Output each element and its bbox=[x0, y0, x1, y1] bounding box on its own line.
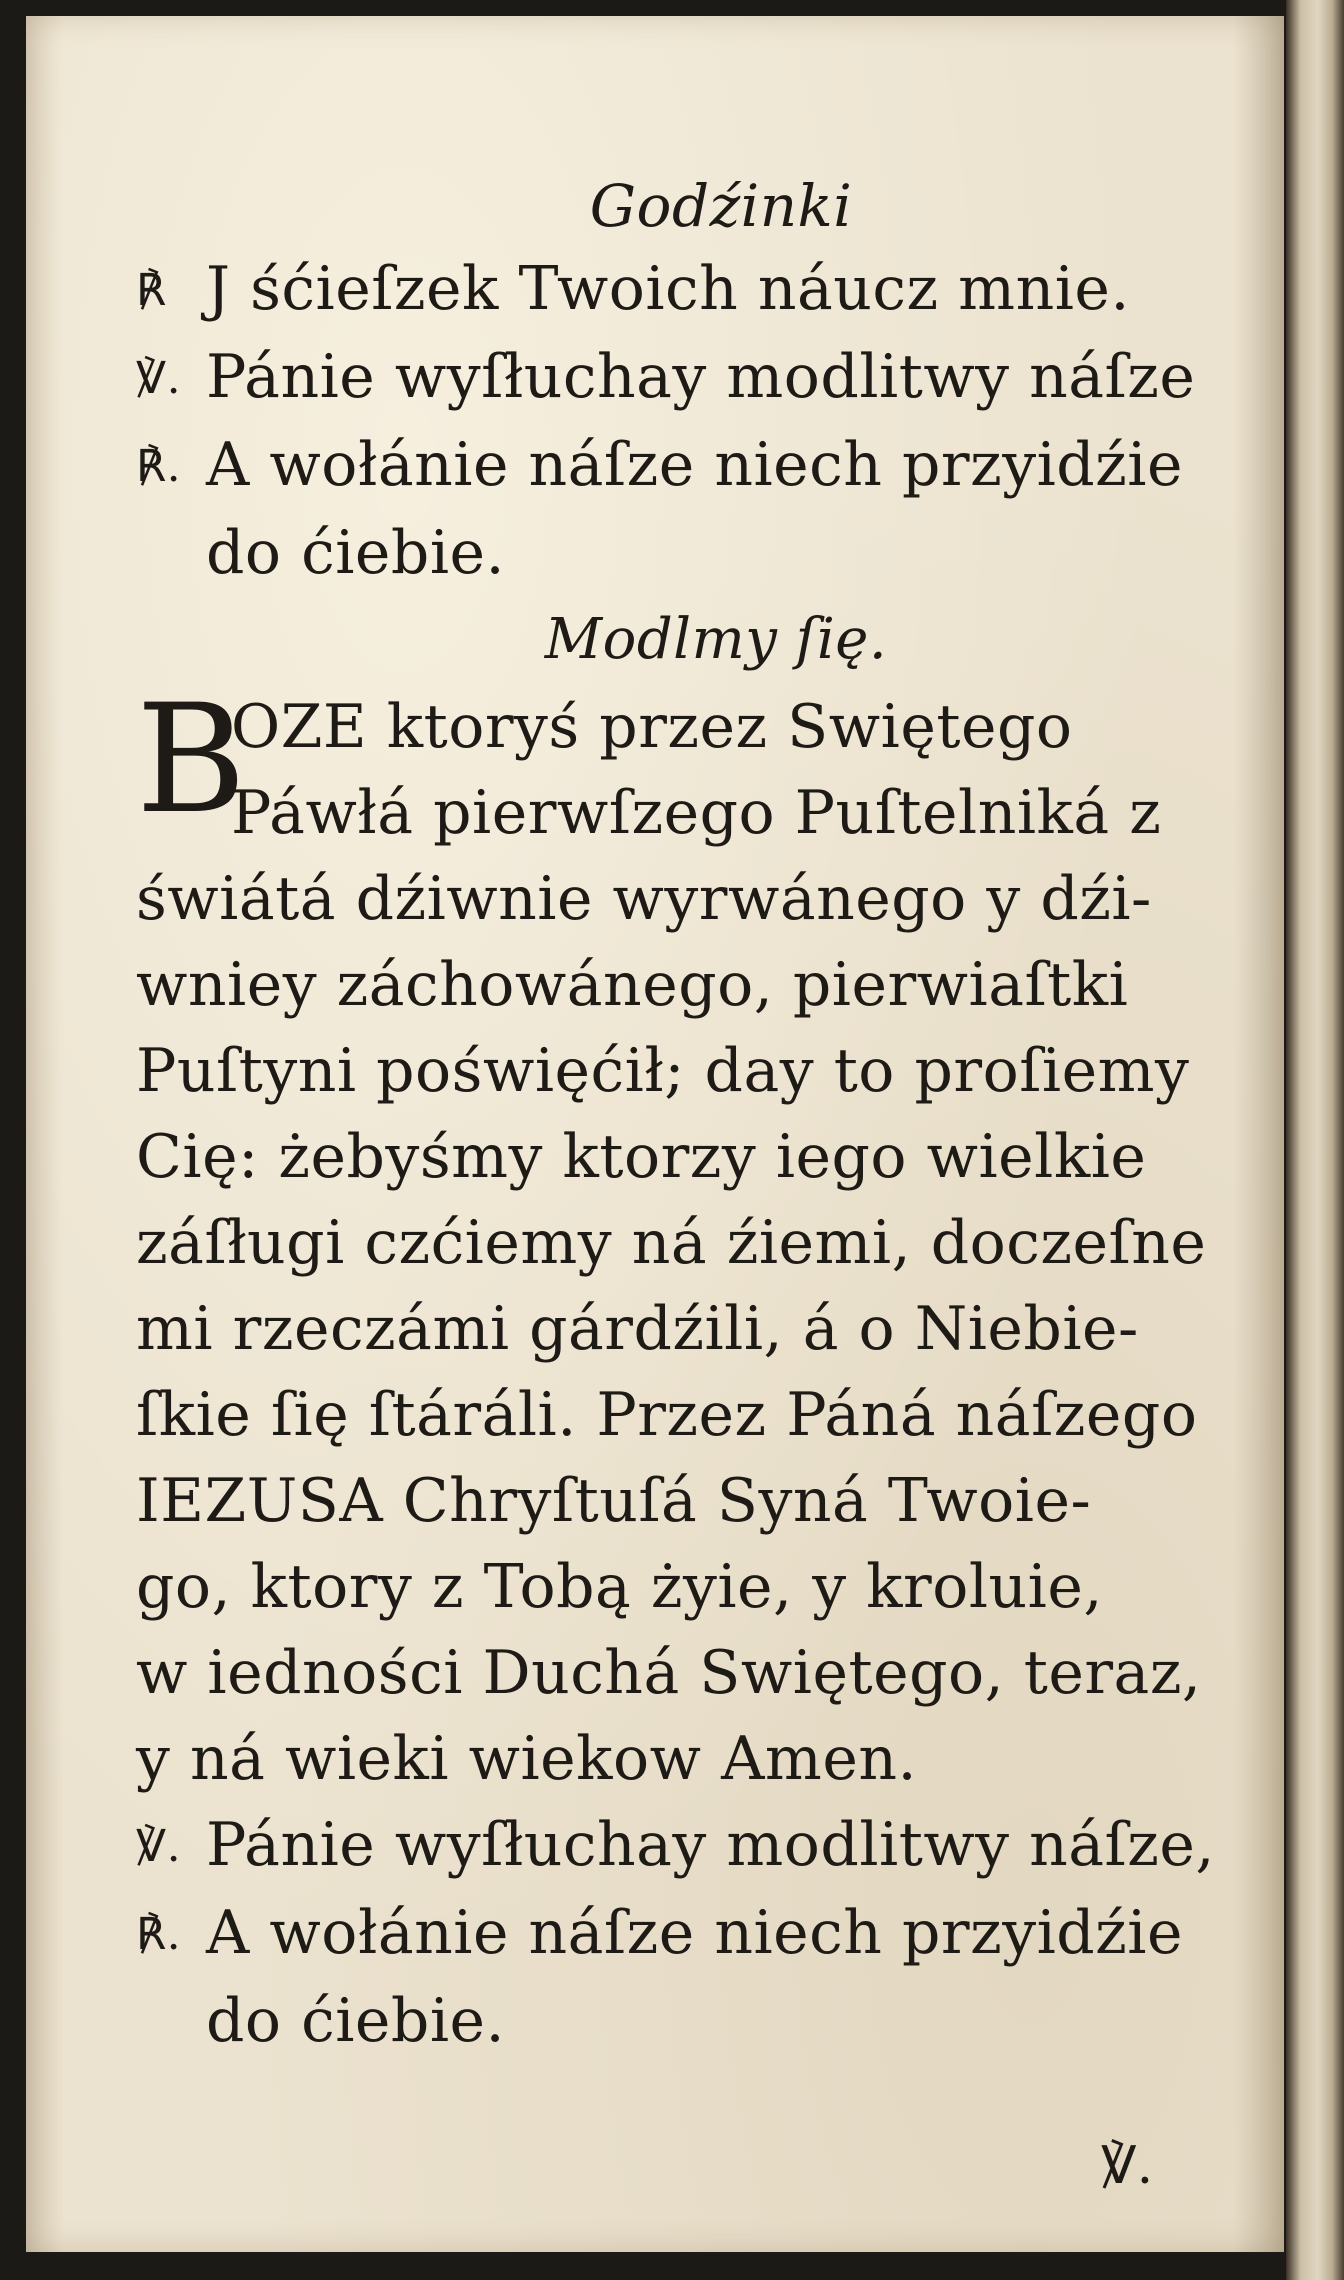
versicle-line bbox=[136, 1890, 1286, 1978]
versicle-text: do ćiebie. bbox=[206, 518, 506, 588]
prayer-line: Cię: żebyśmy ktorzy iego wielkie bbox=[136, 1122, 1147, 1192]
prayer-line: IEZUSA Chryſtuſá Syná Twoie- bbox=[136, 1466, 1092, 1536]
versicle-text: A wołánie náſze niech przyidźie bbox=[206, 1898, 1183, 1968]
versicle-symbol: ℣. bbox=[136, 353, 182, 404]
book-page bbox=[26, 16, 1284, 2252]
versicle-line bbox=[136, 246, 1286, 334]
versicle-text: A wołánie náſze niech przyidźie bbox=[206, 430, 1183, 500]
versicle-text: J śćieſzek Twoich náucz mnie. bbox=[206, 254, 1130, 324]
prayer-line: go, ktory z Tobą żyie, y kroluie, bbox=[136, 1552, 1103, 1622]
versicle-symbol: ℣. bbox=[136, 1821, 182, 1872]
prayer-opening bbox=[136, 673, 1286, 856]
response-symbol: ℟. bbox=[136, 1909, 182, 1960]
running-title: Godźinki bbox=[589, 172, 853, 240]
versicle-continuation bbox=[136, 510, 1286, 596]
prayer-line: y ná wieki wiekow Amen. bbox=[136, 1724, 918, 1794]
prayer-line: mi rzeczámi gárdźili, á o Niebie- bbox=[136, 1294, 1139, 1364]
versicle-line bbox=[136, 1802, 1286, 1890]
prayer-line: OZE ktoryś przez Swiętego bbox=[231, 692, 1073, 762]
page-text-block bbox=[136, 166, 1286, 2064]
prayer-line: wniey záchowánego, pierwiaſtki bbox=[136, 950, 1129, 1020]
versicle-text: Pánie wyſłuchay modlitwy náſze, bbox=[206, 1810, 1215, 1880]
catchword: ℣. bbox=[1101, 2136, 1154, 2196]
versicle-line bbox=[136, 422, 1286, 510]
versicle-text: Pánie wyſłuchay modlitwy náſze bbox=[206, 342, 1196, 412]
prayer-line: Páwłá pierwſzego Puſtelniká z bbox=[231, 778, 1162, 848]
prayer-line: záſługi czćiemy ná źiemi, doczeſne bbox=[136, 1208, 1207, 1278]
versicle-text: do ćiebie. bbox=[206, 1986, 506, 2056]
drop-capital: B bbox=[136, 673, 247, 847]
prayer-heading: Modlmy ſię. bbox=[544, 607, 888, 672]
adjacent-page-edge bbox=[1286, 0, 1344, 2280]
prayer-line: w iedności Duchá Swiętego, teraz, bbox=[136, 1638, 1202, 1708]
versicle-line bbox=[136, 334, 1286, 422]
versicle-continuation bbox=[136, 1978, 1286, 2064]
response-symbol: ℟. bbox=[136, 441, 182, 492]
prayer-line: świátá dźiwnie wyrwánego y dźi- bbox=[136, 864, 1152, 934]
response-symbol: ℟ bbox=[136, 265, 167, 316]
prayer-line: ſkie ſię ſtáráli. Przez Páná náſzego bbox=[136, 1380, 1198, 1450]
prayer-line: Puſtyni poświęćił; day to proſiemy bbox=[136, 1036, 1190, 1106]
